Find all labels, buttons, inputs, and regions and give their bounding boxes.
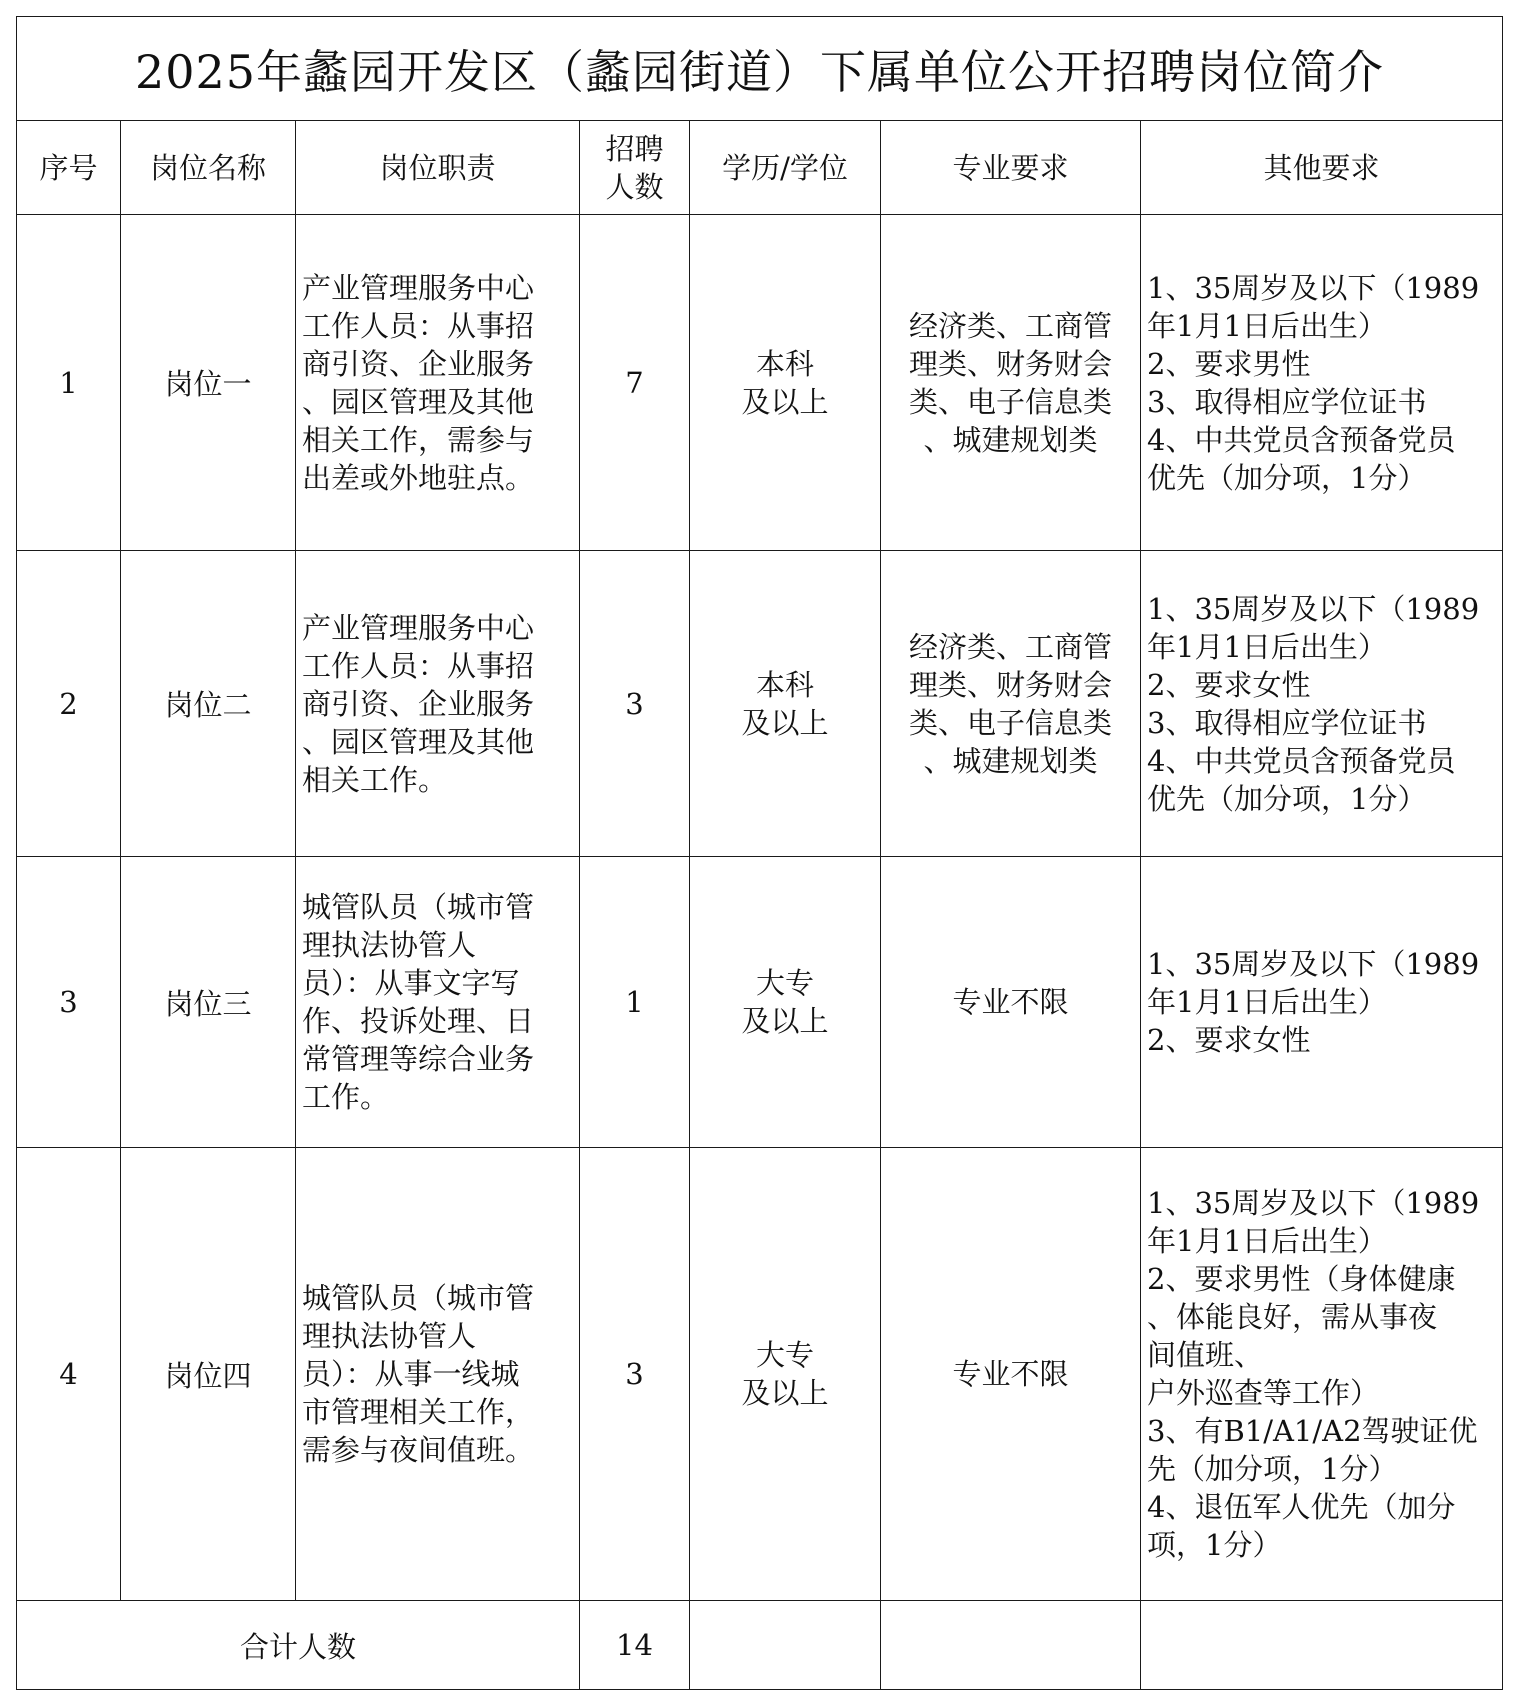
header-index: 序号	[17, 121, 121, 215]
header-row	[17, 121, 1503, 215]
major-line: 理类、财务财会	[908, 667, 1112, 702]
table-row	[17, 215, 1503, 551]
requirement-line: 3、取得相应学位证书	[1147, 705, 1427, 740]
row-other-requirements	[1141, 551, 1503, 857]
row-education	[690, 857, 881, 1148]
total-count: 14	[580, 1601, 690, 1690]
requirement-line: 、体能良好，需从事夜	[1147, 1300, 1438, 1334]
duty-line: 员）：从事文字写	[302, 966, 520, 1000]
requirement-line: 1、35周岁及以下（1989	[1147, 270, 1480, 305]
row-index: 1	[17, 215, 121, 551]
requirement-line: 项，1分）	[1147, 1528, 1282, 1562]
table-title: 2025年蠡园开发区（蠡园街道）下属单位公开招聘岗位简介	[17, 17, 1503, 121]
major-line: 专业不限	[952, 985, 1069, 1019]
title-row	[17, 17, 1503, 121]
row-count: 3	[580, 1148, 690, 1601]
education-line: 及以上	[741, 1004, 829, 1038]
row-major	[881, 1148, 1141, 1601]
recruitment-table	[16, 16, 1503, 1690]
major-line: 、城建规划类	[923, 422, 1098, 457]
empty-cell	[1141, 1601, 1503, 1690]
duty-line: 工作。	[302, 1080, 390, 1114]
requirement-line: 2、要求女性	[1147, 1023, 1311, 1057]
row-count: 1	[580, 857, 690, 1148]
requirement-line: 4、中共党员含预备党员	[1147, 422, 1456, 457]
empty-cell	[881, 1601, 1141, 1690]
row-position: 岗位四	[121, 1148, 296, 1601]
empty-cell	[690, 1601, 881, 1690]
requirement-line: 2、要求男性（身体健康	[1147, 1262, 1456, 1296]
row-duty	[296, 215, 580, 551]
duty-line: 理执法协管人	[302, 928, 477, 962]
row-position: 岗位一	[121, 215, 296, 551]
requirement-line: 3、有B1/A1/A2驾驶证优	[1147, 1414, 1478, 1448]
row-position: 岗位二	[121, 551, 296, 857]
header-count-line2: 人数	[605, 169, 664, 204]
requirement-line: 2、要求女性	[1147, 667, 1311, 702]
row-other-requirements	[1141, 857, 1503, 1148]
row-duty	[296, 1148, 580, 1601]
requirement-line: 间值班、	[1147, 1338, 1264, 1372]
duty-line: 商引资、企业服务	[302, 686, 535, 721]
education-line: 大专	[755, 966, 814, 1000]
requirement-line: 3、取得相应学位证书	[1147, 384, 1427, 419]
duty-line: 作、投诉处理、日	[302, 1004, 535, 1038]
education-line: 及以上	[741, 1376, 829, 1410]
row-education	[690, 215, 881, 551]
row-major	[881, 551, 1141, 857]
row-index: 2	[17, 551, 121, 857]
duty-line: 市管理相关工作，	[302, 1395, 535, 1429]
duty-line: 产业管理服务中心	[302, 270, 535, 305]
requirement-line: 2、要求男性	[1147, 346, 1311, 381]
requirement-line: 优先（加分项，1分）	[1147, 781, 1427, 816]
header-count-line1: 招聘	[605, 131, 664, 166]
requirement-line: 先（加分项，1分）	[1147, 1452, 1398, 1486]
major-line: 专业不限	[952, 1357, 1069, 1391]
requirement-line: 1、35周岁及以下（1989	[1147, 591, 1480, 626]
row-other-requirements	[1141, 1148, 1503, 1601]
duty-line: 常管理等综合业务	[302, 1042, 535, 1076]
education-line: 本科	[755, 346, 814, 381]
education-line: 本科	[755, 667, 814, 702]
duty-line: 理执法协管人	[302, 1319, 477, 1353]
table-row	[17, 551, 1503, 857]
row-duty	[296, 857, 580, 1148]
duty-line: 产业管理服务中心	[302, 610, 535, 645]
requirement-line: 户外巡查等工作）	[1147, 1376, 1380, 1410]
duty-line: 商引资、企业服务	[302, 346, 535, 381]
table-row	[17, 1148, 1503, 1601]
major-line: 类、电子信息类	[908, 384, 1112, 419]
header-duty: 岗位职责	[296, 121, 580, 215]
duty-line: 出差或外地驻点。	[302, 460, 535, 495]
duty-line: 需参与夜间值班。	[302, 1433, 535, 1467]
duty-line: 相关工作，需参与	[302, 422, 535, 457]
row-education	[690, 1148, 881, 1601]
row-duty	[296, 551, 580, 857]
header-count	[580, 121, 690, 215]
row-count: 3	[580, 551, 690, 857]
row-position: 岗位三	[121, 857, 296, 1148]
duty-line: 、园区管理及其他	[302, 384, 535, 419]
row-count: 7	[580, 215, 690, 551]
requirement-line: 年1月1日后出生）	[1147, 308, 1387, 343]
education-line: 大专	[755, 1338, 814, 1372]
requirement-line: 年1月1日后出生）	[1147, 985, 1387, 1019]
duty-line: 城管队员（城市管	[302, 1281, 535, 1315]
header-education: 学历/学位	[690, 121, 881, 215]
row-major	[881, 857, 1141, 1148]
row-index: 4	[17, 1148, 121, 1601]
duty-line: 工作人员：从事招	[302, 648, 535, 683]
education-line: 及以上	[741, 384, 829, 419]
row-other-requirements	[1141, 215, 1503, 551]
requirement-line: 4、中共党员含预备党员	[1147, 743, 1456, 778]
requirement-line: 4、退伍军人优先（加分	[1147, 1490, 1456, 1524]
row-index: 3	[17, 857, 121, 1148]
total-row	[17, 1601, 1503, 1690]
row-education	[690, 551, 881, 857]
duty-line: 、园区管理及其他	[302, 724, 535, 759]
requirement-line: 1、35周岁及以下（1989	[1147, 1186, 1480, 1220]
duty-line: 工作人员：从事招	[302, 308, 535, 343]
requirement-line: 优先（加分项，1分）	[1147, 460, 1427, 495]
total-label: 合计人数	[17, 1601, 580, 1690]
duty-line: 员）：从事一线城	[302, 1357, 520, 1391]
header-major: 专业要求	[881, 121, 1141, 215]
requirement-line: 年1月1日后出生）	[1147, 1224, 1387, 1258]
major-line: 经济类、工商管	[908, 308, 1112, 343]
requirement-line: 年1月1日后出生）	[1147, 629, 1387, 664]
requirement-line: 1、35周岁及以下（1989	[1147, 947, 1480, 981]
education-line: 及以上	[741, 705, 829, 740]
major-line: 类、电子信息类	[908, 705, 1112, 740]
row-major	[881, 215, 1141, 551]
duty-line: 城管队员（城市管	[302, 890, 535, 924]
major-line: 、城建规划类	[923, 743, 1098, 778]
header-position: 岗位名称	[121, 121, 296, 215]
major-line: 理类、财务财会	[908, 346, 1112, 381]
major-line: 经济类、工商管	[908, 629, 1112, 664]
header-other: 其他要求	[1141, 121, 1503, 215]
table-row	[17, 857, 1503, 1148]
duty-line: 相关工作。	[302, 762, 448, 797]
